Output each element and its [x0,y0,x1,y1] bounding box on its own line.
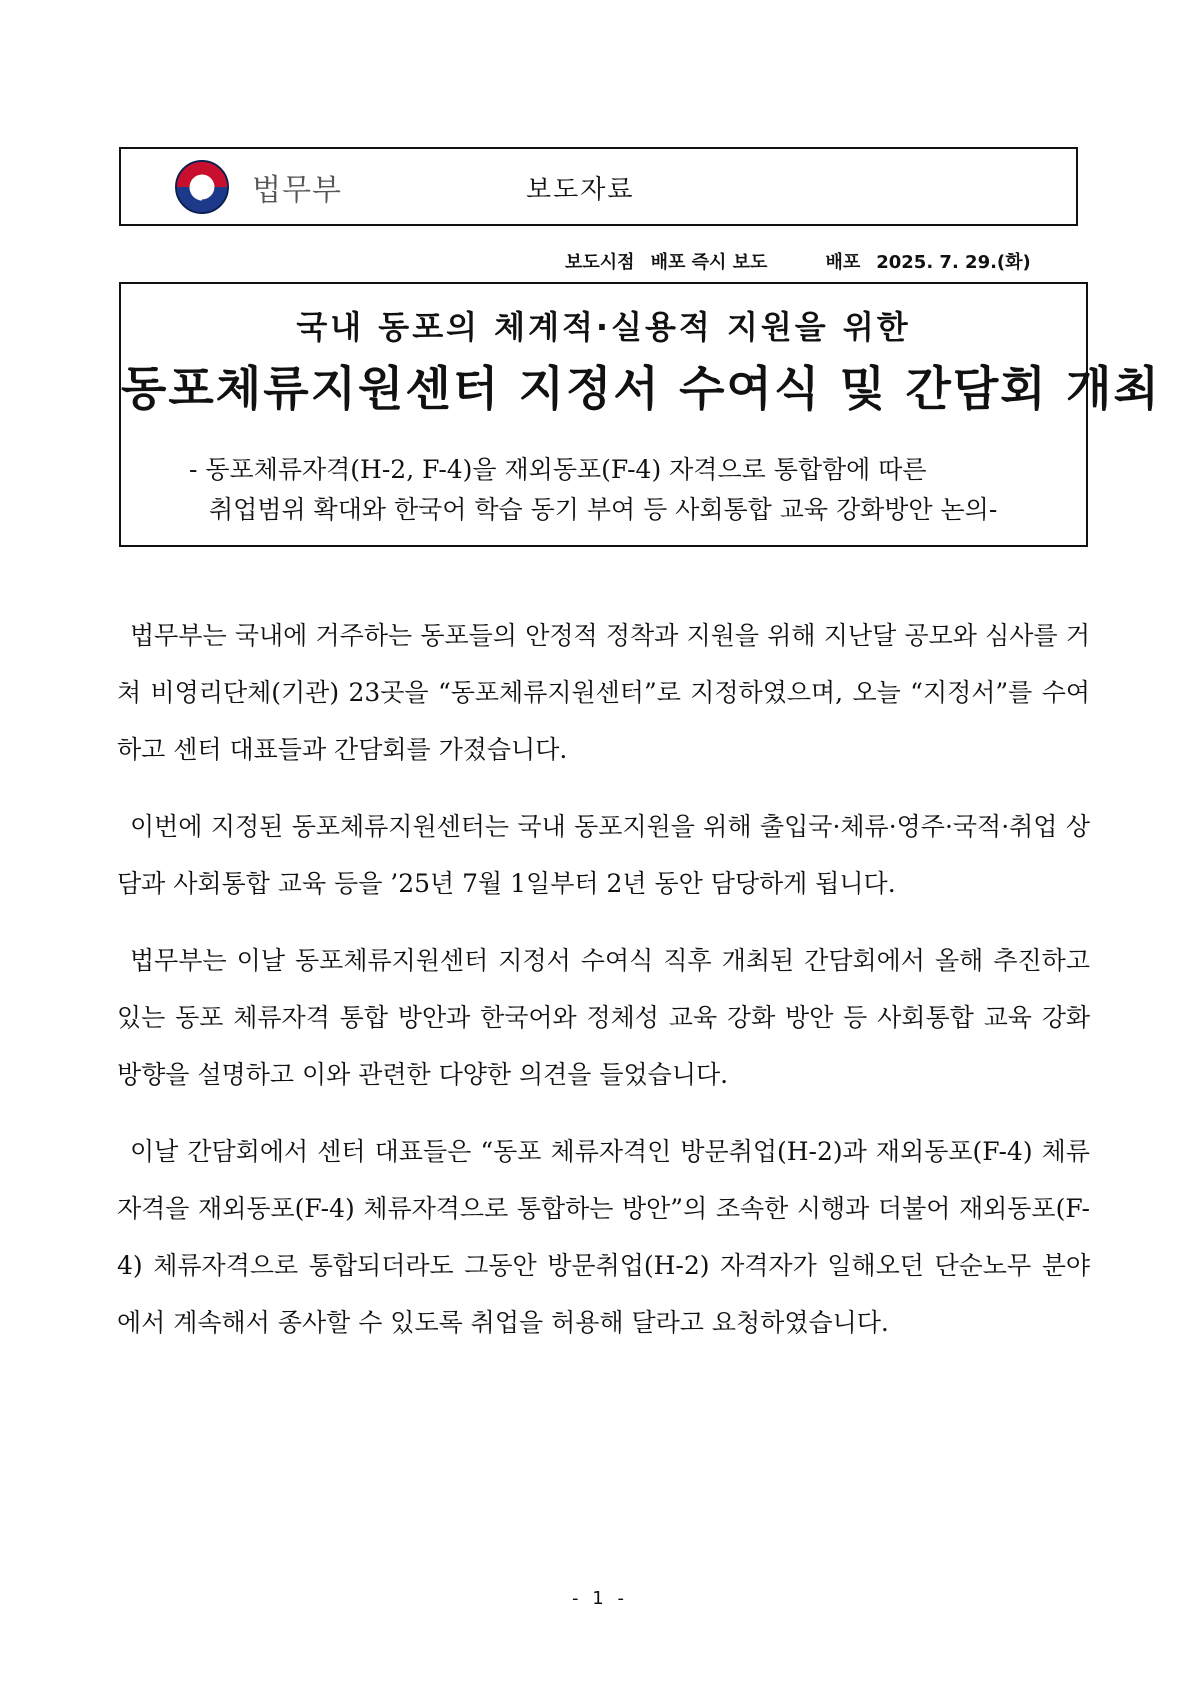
title-box [119,282,1161,547]
page-title: 동포체류지원센터 지정서 수여식 및 간담회 개최 [121,362,1161,417]
title-subtitle: 국내 동포의 체계적·실용적 지원을 위한 [296,308,911,346]
release-time-label: 보도시점 [565,252,635,273]
release-time-value: 배포 즉시 보도 [650,252,768,273]
press-release-header [119,147,1078,226]
body-paragraph: 이날 간담회에서 센터 대표들은 “동포 체류자격인 방문취업(H-2)과 재외동포(F-4) 체류자격을 재외동포(F-4) 체류자격으로 통합하는 방안”의 조속한 시행과 더불어 재외동포(F-4) 체류자격으로 통합되더라도 그동안 방문취업(H-2) 자격자가 일해오던 단순노무 분야에서 계속해서 종사할 수 있도록 취업을 허용해 달라고 요청하였습니다. [117,1137,1090,1337]
release-date-value: 2025. 7. 29.(화) [876,252,1031,273]
ministry-name: 법무부 [252,173,342,208]
title-description-line-2: 취업범위 확대와 한국어 학습 동기 부여 등 사회통합 교육 강화방안 논의- [209,495,998,524]
title-description [189,450,1029,530]
body-paragraph: 이번에 지정된 동포체류지원센터는 국내 동포지원을 위해 출입국·체류·영주·국적·취업 상담과 사회통합 교육 등을 ’25년 7월 1일부터 2년 동안 담당하게 됩니다. [117,812,1090,898]
document-type: 보도자료 [526,175,635,205]
government-taeguk-logo-icon [171,156,233,218]
body-paragraph: 법무부는 이날 동포체류지원센터 지정서 수여식 직후 개최된 간담회에서 올해 추진하고 있는 동포 체류자격 통합 방안과 한국어와 정체성 교육 강화 방안 등 사회통합 교육 강화 방향을 설명하고 이와 관련한 다양한 의견을 들었습니다. [117,946,1090,1089]
body-paragraph: 법무부는 국내에 거주하는 동포들의 안정적 정착과 지원을 위해 지난달 공모와 심사를 거쳐 비영리단체(기관) 23곳을 “동포체류지원센터”로 지정하였으며, 오늘 “지정서”를 수여하고 센터 대표들과 간담회를 가졌습니다. [117,621,1090,764]
page-number: - 1 - [572,1588,628,1609]
release-date-label: 배포 [825,252,861,273]
title-description-line-1: - 동포체류자격(H-2, F-4)을 재외동포(F-4) 자격으로 통합함에 따른 [189,455,927,484]
release-info [565,248,1031,274]
body-text [117,607,1090,1371]
